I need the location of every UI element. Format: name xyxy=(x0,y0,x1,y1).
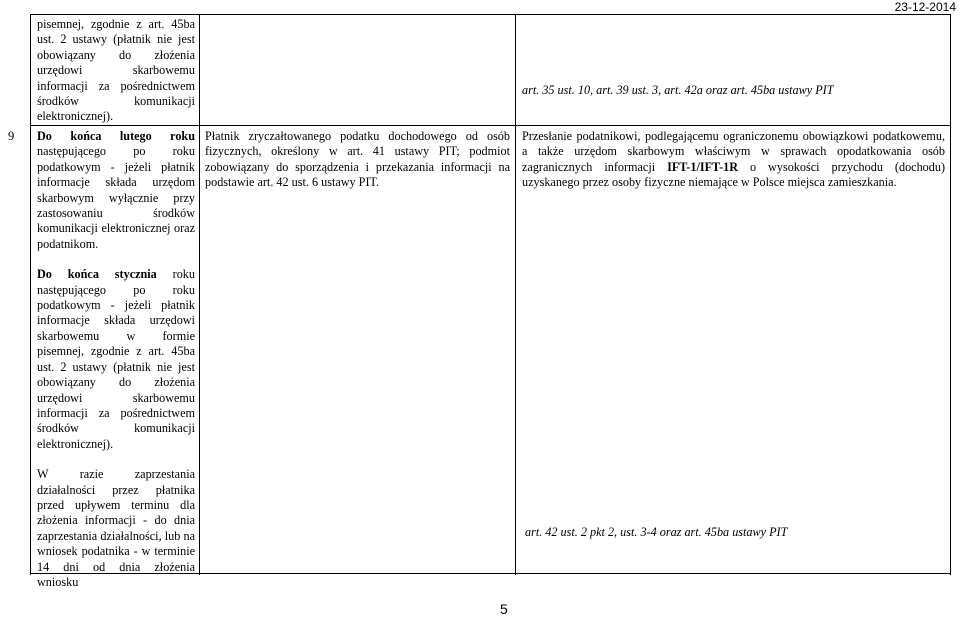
table-border-top xyxy=(30,14,951,15)
obligated-entity-text: Płatnik zryczałtowanego podatku dochodowego od osób fizycznych, określony w art. 41 ustawy PIT; podmiot zobowiązany do sporządzenia i przekazania informacji na podstawie art. 42 ust. 6 ustawy PIT. xyxy=(205,129,510,190)
column-divider xyxy=(199,14,200,575)
column-divider xyxy=(515,14,516,575)
page-number: 5 xyxy=(500,601,508,617)
deadline-electronic-text: następującego po roku podatkowym - jeżeli płatnik informacje składa urzędom skarbowym wyłącznie przy zastosowaniu środków komunikacji elektronicznej oraz podatnikom. xyxy=(37,144,195,251)
obligated-entity-cell xyxy=(205,129,510,191)
row-divider xyxy=(30,125,951,126)
form-name: IFT-1/IFT-1R xyxy=(667,159,738,174)
document-date: 23-12-2014 xyxy=(894,0,956,14)
row-number: 9 xyxy=(8,129,15,143)
deadline-termination: W razie zaprzestania działalności przez płatnika przed upływem terminu dla złożenia informacji - do dnia zaprzestania działalności, lub na wniosek podatnika - w terminie 14 dni od dnia złożenia wniosku xyxy=(37,467,195,589)
table-border-left xyxy=(30,14,31,575)
deadline-cell xyxy=(37,129,195,590)
description-text xyxy=(522,129,945,191)
deadline-electronic-bold: Do końca lutego roku xyxy=(37,129,195,143)
description-part1: Przesłanie podatnikowi, podlegającemu ograniczonemu obowiązkowi podatkowemu, a także urzędom skarbowym właściwym w sprawach opodatkowania osób zagranicznych informacji xyxy=(522,129,945,174)
legal-basis: art. 42 ust. 2 pkt 2, ust. 3-4 oraz art. 45ba ustawy PIT xyxy=(525,525,788,539)
table-border-right xyxy=(950,14,951,575)
deadline-paper-bold: Do końca stycznia xyxy=(37,267,157,282)
description-part2: o wysokości przychodu (dochodu) uzyskanego przez osoby fizyczne niemające w Polsce miejsca zamieszkania. xyxy=(522,159,946,190)
prev-row-legal-basis: art. 35 ust. 10, art. 39 ust. 3, art. 42a oraz art. 45ba ustawy PIT xyxy=(522,83,834,97)
description-cell xyxy=(522,129,945,191)
deadline-paper-text: roku następującego po roku podatkowym - jeżeli płatnik informacje składa urzędowi skarbowemu w formie pisemnej, zgodnie z art. 45ba ust. 2 ustawy (płatnik nie jest obowiązany do złożenia urzędowi skarbowemu informacji za pośrednictwem środków komunikacji elektronicznej). xyxy=(37,267,195,451)
deadline-paper xyxy=(37,267,195,452)
deadline-electronic xyxy=(37,129,195,252)
prev-row-deadline-cell xyxy=(37,17,195,125)
prev-row-deadline-text: pisemnej, zgodnie z art. 45ba ust. 2 ustawy (płatnik nie jest obowiązany do złożenia urzędowi skarbowemu informacji za pośrednictwem środków komunikacji elektronicznej). xyxy=(37,17,195,124)
